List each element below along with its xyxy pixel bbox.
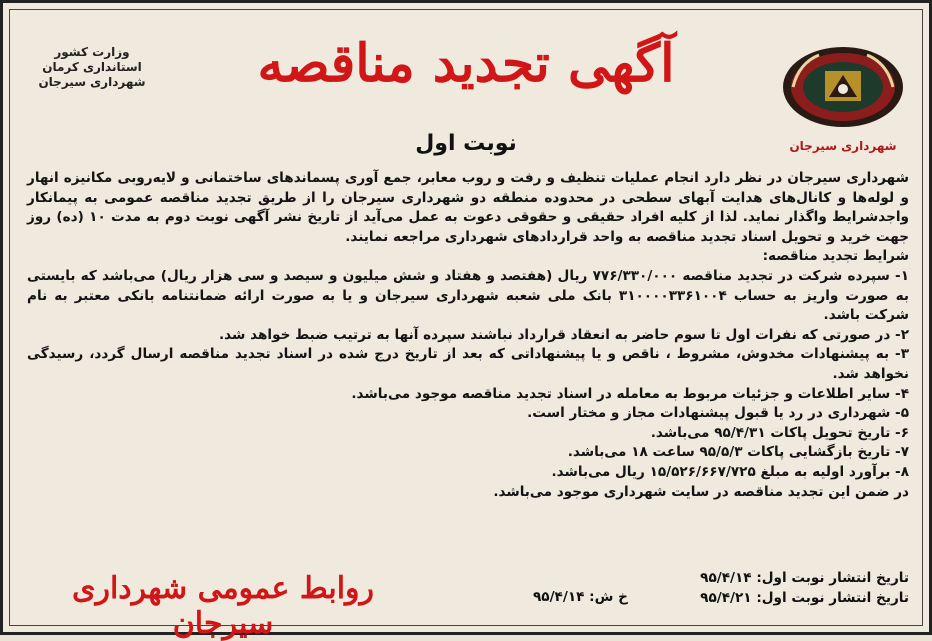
condition-item: ۲- در صورتی که نفرات اول تا سوم حاضر به انعقاد قرارداد نباشند سپرده آنها به ترتیب ضبط خواهد شد. xyxy=(219,326,909,343)
condition-item: ۸- برآورد اولیه به مبلغ ۱۵/۵۲۶/۶۶۷/۷۲۵ ریال می‌باشد. xyxy=(551,463,909,480)
second-publish-date: تاریخ انتشار نوبت اول: ۹۵/۴/۲۱ xyxy=(700,589,909,606)
condition-item: ۶- تاریخ تحویل پاکات ۹۵/۴/۳۱ می‌باشد. xyxy=(650,424,909,441)
condition-item: ۵- شهرداری در رد یا قبول پیشنهادات مجاز و مختار است. xyxy=(527,405,909,422)
municipality-emblem-icon xyxy=(779,43,907,131)
condition-item: ۳- به پیشنهادات مخدوش، مشروط ، ناقص و یا پیشنهاداتی که بعد از تاریخ درج شده در اسناد تجدید مناقصه ارسال گردد، رسیدگی نخواهد شد. xyxy=(27,346,909,382)
ministry-line: استانداری کرمان xyxy=(42,60,142,74)
condition-item: ۴- سایر اطلاعات و جزئیات مربوط به معامله در اسناد تجدید مناقصه موجود می‌باشد. xyxy=(351,385,909,402)
notice-title: آگهی تجدید مناقصه xyxy=(257,33,675,94)
kh-sh-date: خ ش: ۹۵/۴/۱۴ xyxy=(533,589,628,605)
condition-item: ۷- تاریخ بازگشایی پاکات ۹۵/۵/۳ ساعت ۱۸ می‌باشد. xyxy=(567,444,909,461)
first-publish-date: تاریخ انتشار نوبت اول: ۹۵/۴/۱۴ xyxy=(700,570,909,586)
publish-dates xyxy=(700,569,909,608)
ministry-line: شهرداری سیرجان xyxy=(38,75,146,89)
intro-paragraph: شهرداری سیرجان در نظر دارد انجام عملیات تنظیف و رفت و روب معابر، جمع آوری پسماندهای ساختمانی و لایه‌روبی مکانیزه انهار و لوله‌ها و کانال‌های هدایت آبهای سطحی در محدوده منطقه دو شهرداری سیرجان را از طریق تجدید مناقصه عمومی به پیمانکار واجدشرایط واگذار نماید. لذا از کلیه افراد حقیقی و حقوقی دعوت به عمل می‌آید از تاریخ نشر آگهی نوبت دوم به مدت ۱۰ (ده) روز جهت خرید و تحویل اسناد تجدید مناقصه به واحد قراردادهای شهرداری مراجعه نمایند. xyxy=(27,170,909,245)
ministry-line: وزارت کشور xyxy=(54,45,130,59)
municipality-logo xyxy=(779,43,907,153)
condition-item: ۱- سپرده شرکت در تجدید مناقصه ۷۷۶/۳۳۰/۰۰۰ ریال (هفتصد و هفتاد و شش میلیون و سیصد و سی هزار ریال) می‌باشد که بایستی به صورت واریز به حساب ۳۱۰۰۰۰۳۳۶۱۰۰۴ بانک ملی شعبه شهرداری سیرجان و یا به صورت ارائه ضمانتنامه بانکی معتبر به نام شرکت باشد. xyxy=(27,267,909,324)
conditions-heading: شرایط تجدید مناقصه: xyxy=(762,248,909,265)
notice-subtitle: نوبت اول xyxy=(415,131,517,156)
ministry-block xyxy=(37,45,147,90)
notice-body xyxy=(27,169,909,502)
logo-caption: شهرداری سیرجان xyxy=(789,139,897,153)
website-note: در ضمن این تجدید مناقصه در سایت شهرداری موجود می‌باشد. xyxy=(493,483,909,500)
public-relations-signature: روابط عمومی شهرداری سیرجان xyxy=(71,571,375,641)
